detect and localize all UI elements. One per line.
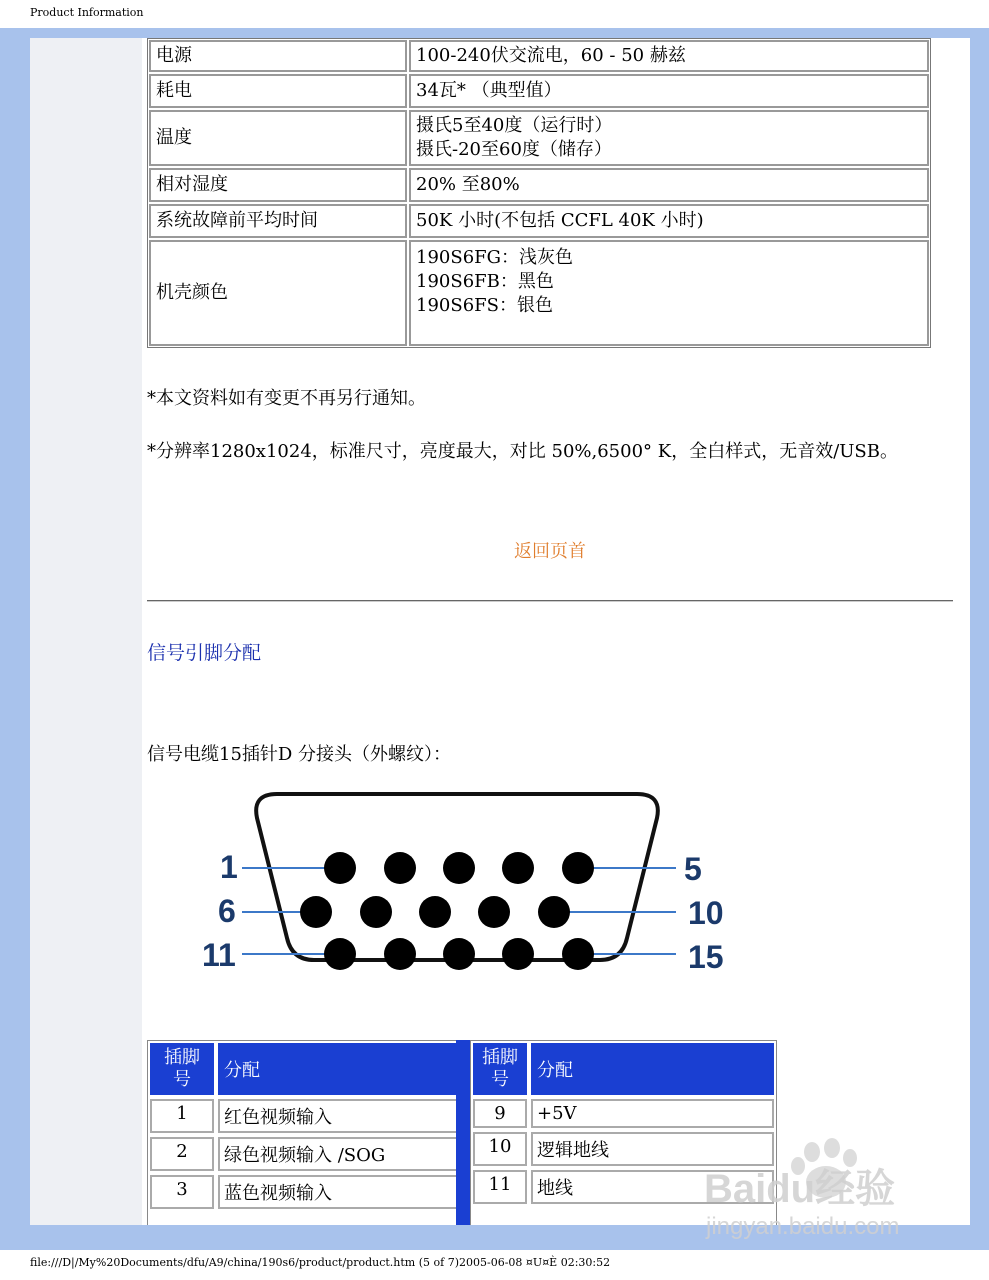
pin-6 (300, 896, 332, 928)
pin-12 (384, 938, 416, 970)
pin-7 (360, 896, 392, 928)
main-content (142, 38, 970, 1225)
pin-row (148, 1097, 468, 1135)
pin-15 (562, 938, 594, 970)
paw-toe (824, 1138, 840, 1158)
page-header-title: Product Information (30, 6, 144, 19)
dsub-connector-diagram (202, 778, 762, 1008)
pin-number-header: 插脚号 (150, 1043, 214, 1095)
pin-4 (502, 852, 534, 884)
back-to-top-link[interactable]: 返回页首 (514, 541, 586, 562)
spec-row (148, 239, 930, 347)
spec-row (148, 39, 930, 73)
page-footer-path: file:///D|/My%20Documents/dfu/A9/china/190s6/product/product.htm (5 of 7)2005-06-08 ¤U¤È 02:30:52 (30, 1256, 611, 1269)
spec-row (148, 203, 930, 239)
pin-13 (443, 938, 475, 970)
spec-value (409, 110, 929, 166)
pin-assignment: 蓝色视频输入 (218, 1175, 466, 1209)
pin-3 (443, 852, 475, 884)
pin-number: 2 (150, 1137, 214, 1171)
pin-table-left (147, 1040, 469, 1225)
pin-number: 3 (150, 1175, 214, 1209)
pin-label-15: 15 (688, 939, 724, 975)
spec-key: 耗电 (149, 74, 407, 108)
assignment-header: 分配 (531, 1043, 774, 1095)
spec-value (409, 240, 929, 346)
pin-label-5: 5 (684, 851, 702, 887)
cable-description: 信号电缆15插针D 分接头（外螺纹）： (147, 744, 452, 765)
note-change: *本文资料如有变更不再另行通知。 (147, 388, 426, 409)
paw-toe (843, 1149, 857, 1167)
spec-value: 20% 至80% (409, 168, 929, 202)
spec-key: 相对湿度 (149, 168, 407, 202)
pin-9 (478, 896, 510, 928)
assignment-header: 分配 (218, 1043, 466, 1095)
pin-label-1: 1 (220, 849, 238, 885)
spec-row (148, 167, 930, 203)
pin-number: 1 (150, 1099, 214, 1133)
pin-14 (502, 938, 534, 970)
pin-assignment: 逻辑地线 (531, 1132, 774, 1166)
spec-key: 系统故障前平均时间 (149, 204, 407, 238)
pin-8 (419, 896, 451, 928)
pin-row (148, 1135, 468, 1173)
spec-row (148, 73, 930, 109)
pin-2 (384, 852, 416, 884)
spec-value: 100-240伏交流电，60 - 50 赫兹 (409, 40, 929, 72)
baidu-watermark (700, 1130, 960, 1250)
spec-value-line: 摄氏5至40度（运行时） (416, 115, 613, 136)
section-divider (147, 600, 953, 602)
pin-assignment: +5V (531, 1099, 774, 1128)
pin-table-header (471, 1041, 776, 1097)
pin-1 (324, 852, 356, 884)
pin-number: 9 (473, 1099, 527, 1128)
watermark-url: jingyan.baidu.com (706, 1213, 900, 1240)
spec-key: 温度 (149, 110, 407, 166)
section-title: 信号引脚分配 (147, 642, 262, 664)
pin-label-6: 6 (218, 893, 236, 929)
spec-table (147, 38, 931, 348)
left-sidebar (30, 38, 142, 1225)
pin-number: 11 (473, 1170, 527, 1204)
note-resolution: *分辨率1280x1024，标准尺寸，亮度最大，对比 50%,6500° K，全白样式，无音效/USB。 (147, 441, 898, 462)
pin-label-11: 11 (202, 937, 236, 973)
spec-value: 34瓦* （典型值） (409, 74, 929, 108)
spec-value-line: 190S6FG：浅灰色 (416, 247, 574, 268)
paw-toe (804, 1142, 820, 1162)
spec-key: 机壳颜色 (149, 240, 407, 346)
spec-value-line: 190S6FB：黑色 (416, 271, 554, 292)
pin-row (471, 1097, 776, 1130)
pin-table-separator (456, 1040, 470, 1225)
spec-value-line: 190S6FS：银色 (416, 295, 553, 316)
pin-number-header: 插脚号 (473, 1043, 527, 1095)
pin-11 (324, 938, 356, 970)
watermark-text: Baidu经验 (704, 1167, 896, 1211)
pin-5 (562, 852, 594, 884)
spec-row (148, 109, 930, 167)
pin-label-10: 10 (688, 895, 724, 931)
pin-assignment: 地线 (531, 1170, 774, 1204)
pin-10 (538, 896, 570, 928)
pin-table-header (148, 1041, 468, 1097)
spec-value-line: 摄氏-20至60度（储存） (416, 139, 612, 160)
spec-value: 50K 小时(不包括 CCFL 40K 小时) (409, 204, 929, 238)
pin-row (148, 1173, 468, 1211)
spec-key: 电源 (149, 40, 407, 72)
pin-assignment: 红色视频输入 (218, 1099, 466, 1133)
pin-assignment: 绿色视频输入 /SOG (218, 1137, 466, 1171)
pin-number: 10 (473, 1132, 527, 1166)
